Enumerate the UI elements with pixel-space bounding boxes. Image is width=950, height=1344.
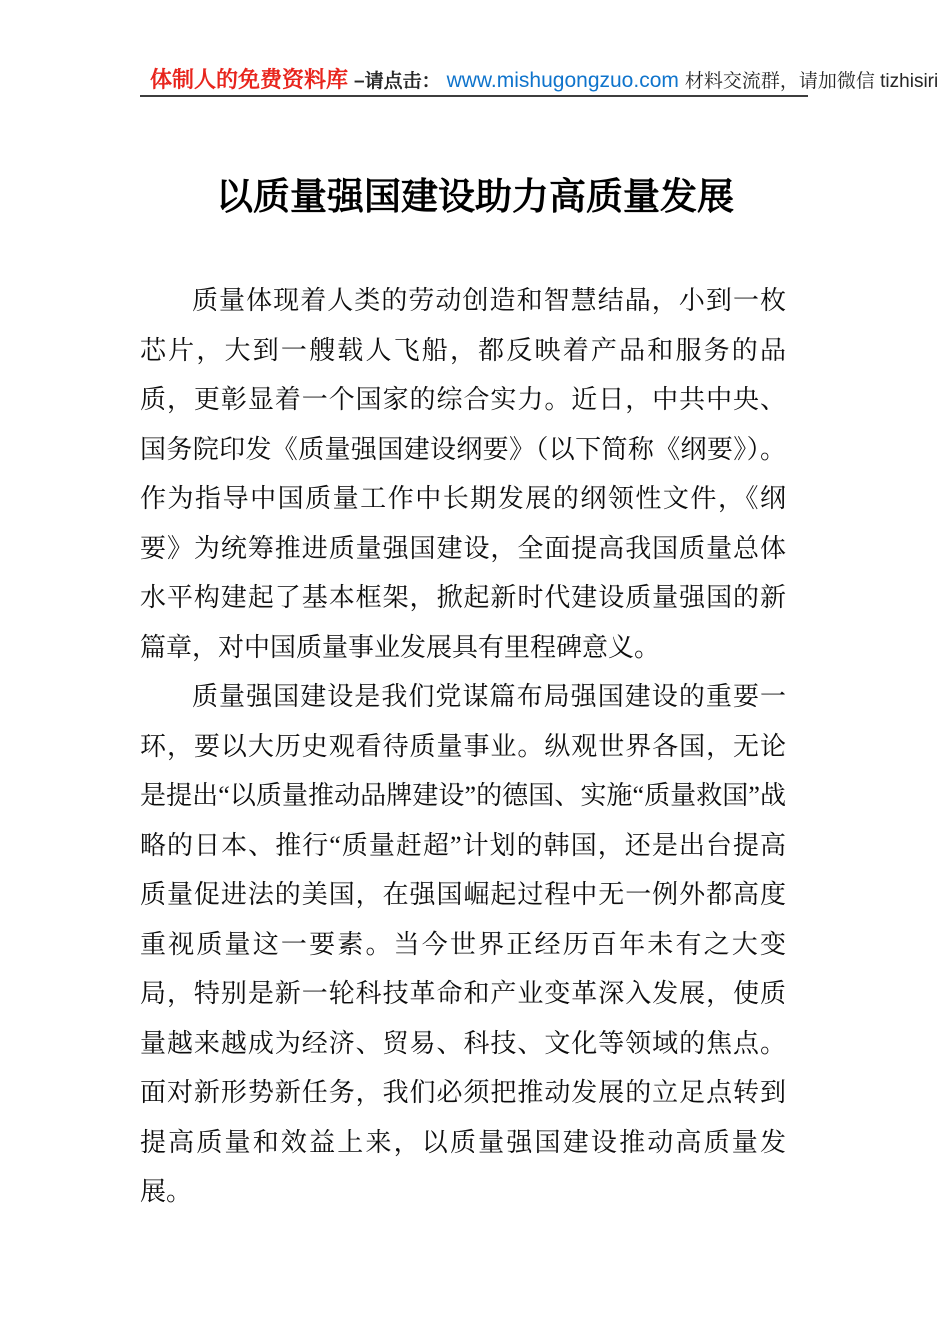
promo-link[interactable]: www.mishugongzuo.com — [446, 69, 679, 92]
document-title: 以质量强国建设助力高质量发展 — [216, 177, 734, 218]
paragraph-2: 质量强国建设是我们党谋篇布局强国建设的重要一环，要以大历史观看待质量事业。纵观世界各国，无论是提出“以质量推动品牌建设”的德国、实施“质量救国”战略的日本、推行“质量赶超”计划的韩国，还是出台提高质量促进法的美国，在强国崛起过程中无一例外都高度重视质量这一要素。当今世界正经历百年未有之大变局，特别是新一轮科技革命和产业变革深入发展，使质量越来越成为经济、贸易、科技、文化等领域的焦点。面对新形势新任务，我们必须把推动发展的立足点转到提高质量和效益上来，以质量强国建设推动高质量发展。 — [140, 682, 786, 1206]
brand-text: 体制人的免费资料库 — [150, 67, 349, 92]
contact-text: 材料交流群，请加微信 tizhisiri — [684, 71, 939, 92]
header-divider — [140, 95, 808, 97]
promo-header — [150, 63, 939, 94]
click-prompt-text: –请点击： — [354, 71, 441, 92]
document-body — [140, 276, 786, 1217]
paragraph-1: 质量体现着人类的劳动创造和智慧结晶，小到一枚芯片，大到一艘载人飞船，都反映着产品和服务的品质，更彰显着一个国家的综合实力。近日，中共中央、国务院印发《质量强国建设纲要》（以下简称《纲要》）。作为指导中国质量工作中长期发展的纲领性文件，《纲要》为统筹推进质量强国建设，全面提高我国质量总体水平构建起了基本框架，掀起新时代建设质量强国的新篇章，对中国质量事业发展具有里程碑意义。 — [140, 286, 786, 662]
